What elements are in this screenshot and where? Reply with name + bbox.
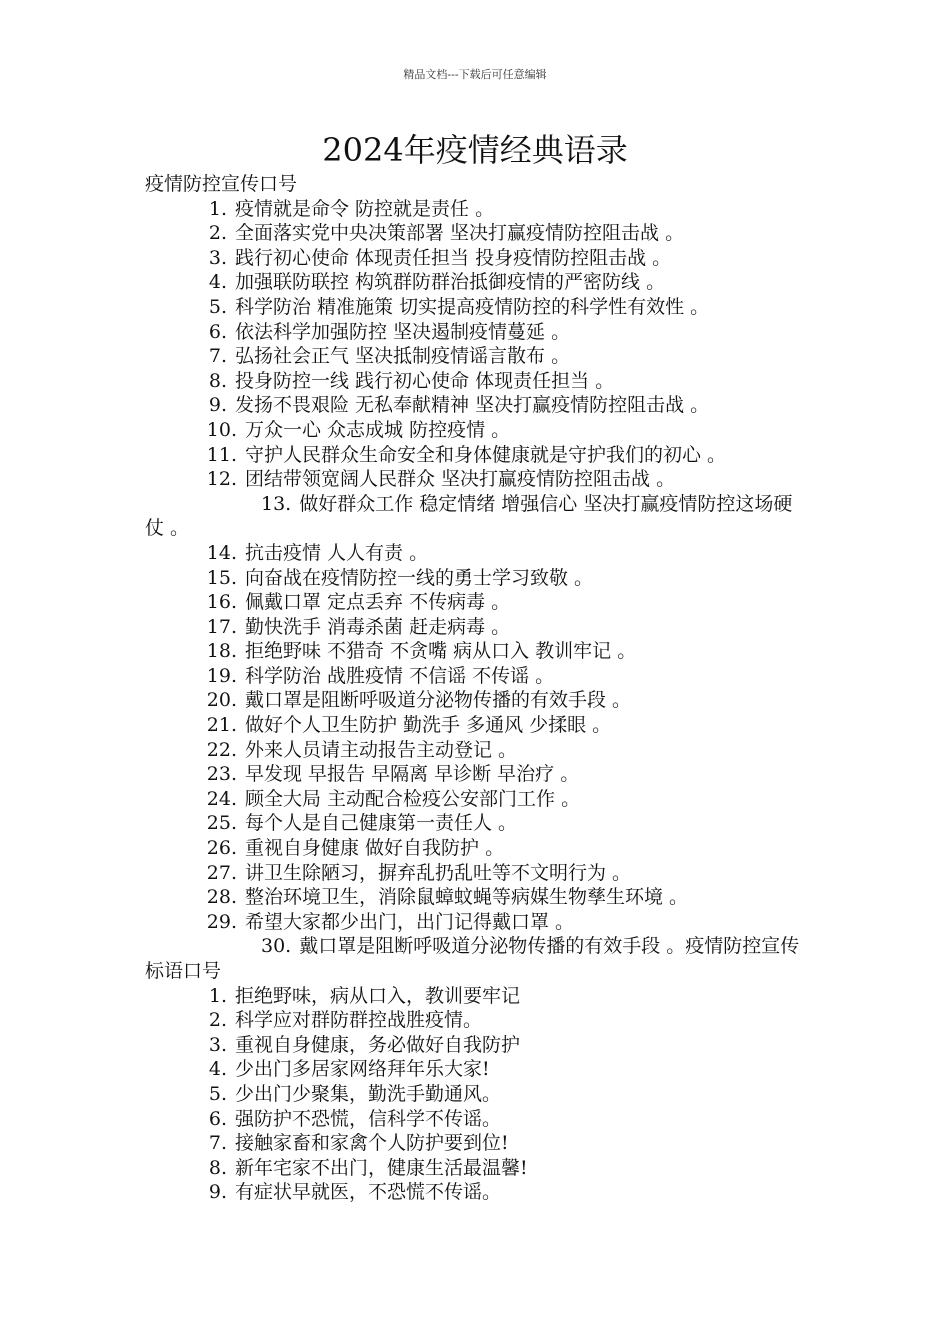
list-item [145, 836, 810, 861]
item-number: 4. [208, 271, 227, 294]
item-number: 11. [206, 443, 237, 466]
item-text: 早发现 早报告 早隔离 早诊断 早治疗 。 [245, 763, 580, 786]
item-number: 4. [208, 1058, 227, 1081]
list-item [145, 1156, 810, 1181]
list-item [145, 688, 810, 713]
item-text: 依法科学加强防控 坚决遏制疫情蔓延 。 [235, 320, 571, 343]
list-item [145, 1180, 810, 1205]
item-number: 1. [208, 197, 227, 220]
list-item [145, 885, 810, 910]
list-item [145, 590, 810, 615]
item-number: 2. [208, 222, 227, 245]
list-item [145, 664, 810, 689]
list-item [145, 713, 810, 738]
list-item [145, 615, 810, 640]
item-number: 15. [206, 566, 237, 589]
item-number: 20. [206, 689, 237, 712]
item-text: 佩戴口罩 定点丢弃 不传病毒 。 [245, 591, 511, 614]
list-item [145, 1008, 810, 1033]
item-text: 抗击疫情 人人有责 。 [245, 541, 429, 564]
item-text: 勤快洗手 消毒杀菌 赶走病毒 。 [245, 615, 511, 638]
item-text: 疫情就是命令 防控就是责任 。 [235, 197, 495, 220]
list-item [145, 369, 810, 394]
item-number: 23. [206, 763, 237, 786]
list-item [145, 541, 810, 566]
list-item [145, 1082, 810, 1107]
item-number: 5. [208, 1082, 227, 1105]
item-text: 少出门多居家网络拜年乐大家! [235, 1058, 490, 1081]
item-text: 做好群众工作 稳定情绪 增强信心 坚决打赢疫情防控这场硬仗 。 [145, 492, 793, 540]
list-item [145, 910, 810, 935]
list-item [145, 984, 810, 1009]
item-text: 有症状早就医，不恐慌不传谣。 [235, 1181, 502, 1204]
item-number: 28. [206, 886, 237, 909]
list-item [145, 566, 810, 591]
item-text: 拒绝野味 不猎奇 不贪嘴 病从口入 教训牢记 。 [245, 640, 637, 663]
item-number: 3. [208, 246, 227, 269]
item-number: 5. [208, 295, 227, 318]
item-number: 16. [206, 591, 237, 614]
item-text: 强防护不恐慌，信科学不传谣。 [235, 1107, 502, 1130]
item-text: 科学应对群防群控战胜疫情。 [235, 1009, 483, 1032]
item-text: 拒绝野味，病从口入，教训要牢记 [235, 984, 521, 1007]
list-item [145, 197, 810, 222]
item-number: 6. [208, 320, 227, 343]
item-text: 科学防治 战胜疫情 不信谣 不传谣 。 [245, 664, 555, 687]
list-item [145, 270, 810, 295]
item-number: 14. [206, 541, 237, 564]
item-text: 接触家畜和家禽个人防护要到位! [235, 1132, 509, 1155]
list-item [145, 1033, 810, 1058]
list-item [145, 787, 810, 812]
item-text: 守护人民群众生命安全和身体健康就是守护我们的初心 。 [245, 443, 727, 466]
item-number: 6. [208, 1107, 227, 1130]
list-item [145, 1057, 810, 1082]
header-note: 精品文档---下载后可任意编辑 [403, 68, 547, 81]
item-number: 12. [206, 468, 237, 491]
item-text: 重视自身健康 做好自我防护 。 [245, 837, 505, 860]
item-number: 13. [261, 492, 292, 515]
item-text: 少出门少聚集，勤洗手勤通风。 [235, 1082, 502, 1105]
item-text: 加强联防联控 构筑群防群治抵御疫情的严密防线 。 [235, 271, 666, 294]
item-text: 重视自身健康，务必做好自我防护 [235, 1033, 521, 1056]
item-text: 整治环境卫生，消除鼠蟑蚊蝇等病媒生物孳生环境 。 [245, 886, 689, 909]
list-item [145, 418, 810, 443]
item-text: 戴口罩是阻断呼吸道分泌物传播的有效手段 。 [245, 689, 632, 712]
item-number: 24. [206, 787, 237, 810]
slogan-list-2 [145, 984, 810, 1205]
item-text: 万众一心 众志成城 防控疫情 。 [245, 418, 511, 441]
list-item [145, 467, 810, 492]
item-number: 7. [208, 345, 227, 368]
slogan-list [145, 197, 810, 984]
list-item [145, 639, 810, 664]
list-item [145, 1131, 810, 1156]
item-number: 7. [208, 1132, 227, 1155]
document-title: 2024年疫情经典语录 [322, 131, 628, 169]
document-body [145, 172, 810, 1205]
item-text: 外来人员请主动报告主动登记 。 [245, 738, 518, 761]
list-item [145, 762, 810, 787]
item-number: 21. [206, 714, 237, 737]
list-item [145, 1107, 810, 1132]
item-number: 10. [206, 418, 237, 441]
item-text: 做好个人卫生防护 勤洗手 多通风 少揉眼 。 [245, 714, 612, 737]
list-item [145, 934, 810, 983]
list-item [145, 246, 810, 271]
list-item [145, 320, 810, 345]
item-text: 科学防治 精准施策 切实提高疫情防控的科学性有效性 。 [235, 295, 710, 318]
item-text: 讲卫生除陋习，摒弃乱扔乱吐等不文明行为 。 [245, 861, 632, 884]
list-item [145, 295, 810, 320]
item-text: 投身防控一线 践行初心使命 体现责任担当 。 [235, 369, 615, 392]
item-text: 戴口罩是阻断呼吸道分泌物传播的有效手段 。疫情防控宣传标语口号 [145, 935, 800, 982]
item-text: 团结带领宽阔人民群众 坚决打赢疫情防控阻击战 。 [245, 468, 676, 491]
item-number: 9. [208, 1181, 227, 1204]
item-text: 践行初心使命 体现责任担当 投身疫情防控阻击战 。 [235, 246, 672, 269]
item-number: 26. [206, 837, 237, 860]
item-number: 3. [208, 1033, 227, 1056]
item-text: 弘扬社会正气 坚决抵制疫情谣言散布 。 [235, 345, 571, 368]
item-number: 27. [206, 861, 237, 884]
item-number: 1. [208, 984, 227, 1007]
list-item [145, 738, 810, 763]
item-text: 发扬不畏艰险 无私奉献精神 坚决打赢疫情防控阻击战 。 [235, 394, 710, 417]
list-item [145, 221, 810, 246]
item-number: 30. [261, 935, 292, 958]
item-text: 顾全大局 主动配合检疫公安部门工作 。 [245, 787, 581, 810]
item-number: 17. [206, 615, 237, 638]
list-item [145, 861, 810, 886]
item-number: 29. [206, 910, 237, 933]
item-number: 19. [206, 664, 237, 687]
item-number: 9. [208, 394, 227, 417]
item-text: 希望大家都少出门，出门记得戴口罩 。 [245, 910, 575, 933]
item-number: 2. [208, 1009, 227, 1032]
item-text: 新年宅家不出门，健康生活最温馨! [235, 1156, 528, 1179]
item-number: 18. [206, 640, 237, 663]
list-item [145, 344, 810, 369]
item-text: 每个人是自己健康第一责任人 。 [245, 812, 518, 835]
section-heading: 疫情防控宣传口号 [145, 173, 298, 195]
list-item [145, 393, 810, 418]
item-number: 8. [208, 369, 227, 392]
list-item [145, 492, 810, 541]
list-item [145, 443, 810, 468]
list-item [145, 811, 810, 836]
item-text: 向奋战在疫情防控一线的勇士学习致敬 。 [245, 566, 594, 589]
item-number: 8. [208, 1156, 227, 1179]
item-number: 25. [206, 812, 237, 835]
item-number: 22. [206, 738, 237, 761]
item-text: 全面落实党中央决策部署 坚决打赢疫情防控阻击战 。 [235, 222, 685, 245]
